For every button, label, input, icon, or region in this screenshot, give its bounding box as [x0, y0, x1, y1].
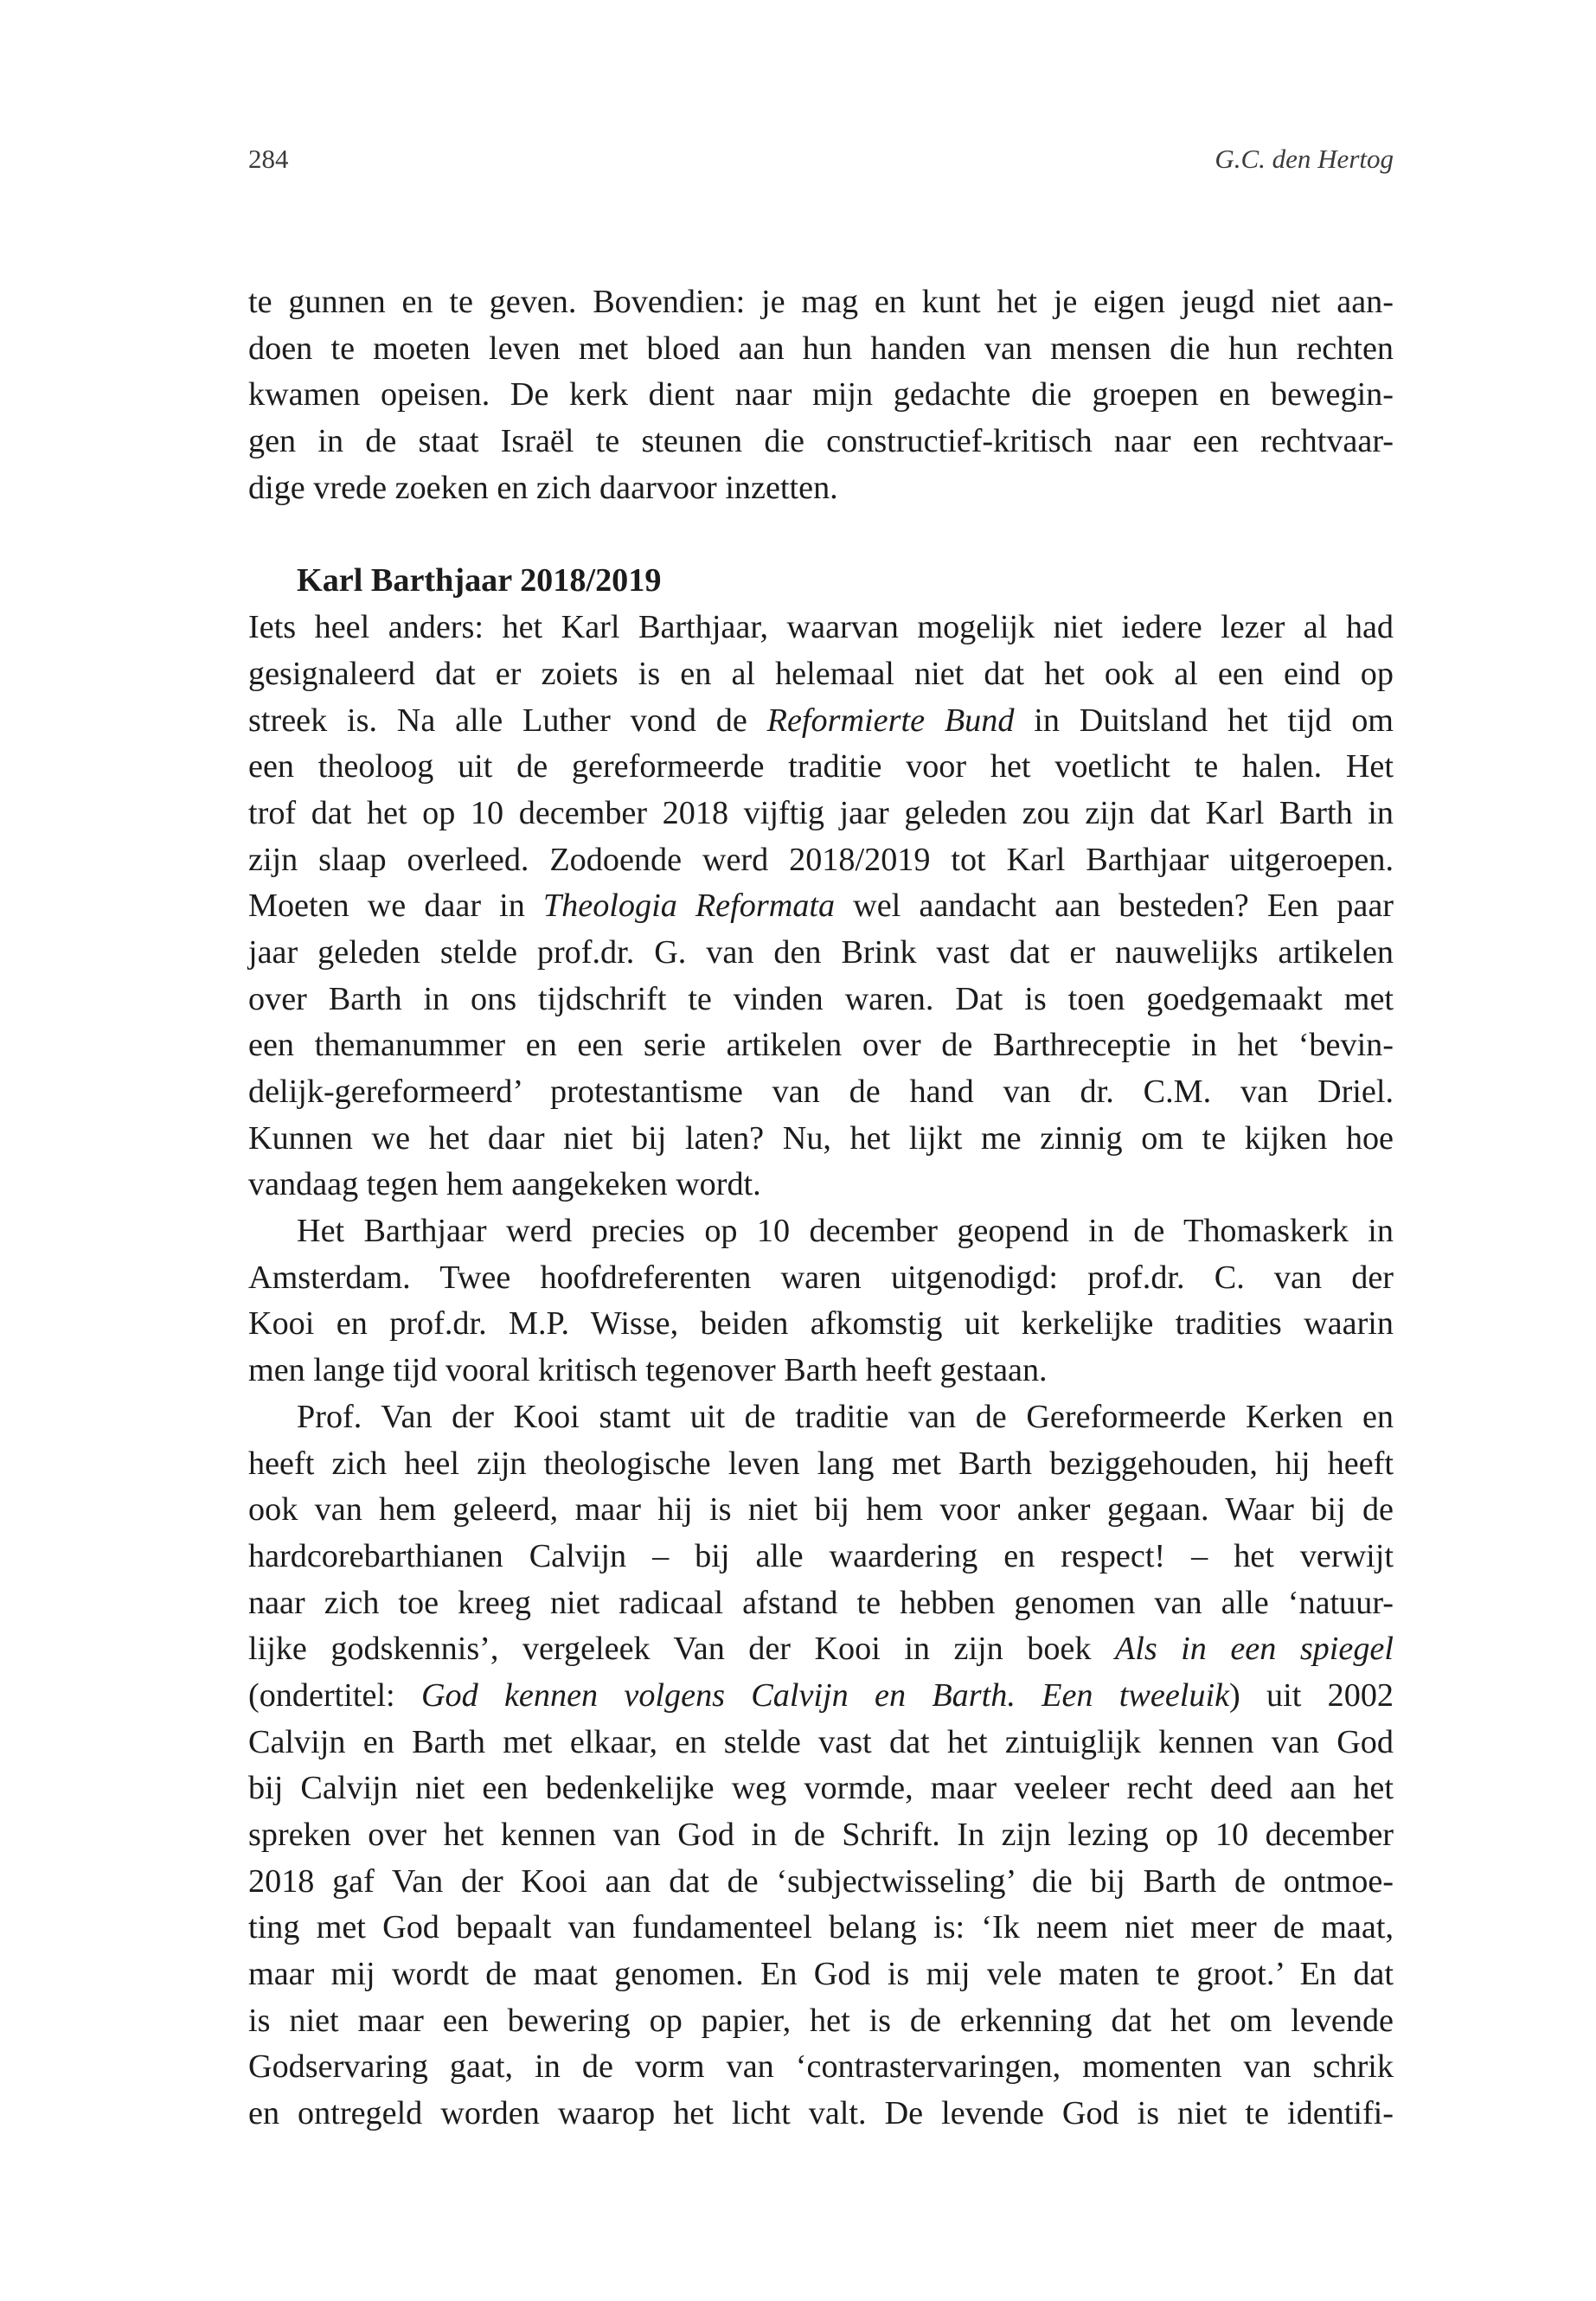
text-run: ) uit 2002 — [1229, 1676, 1394, 1714]
paragraph-4 — [248, 1394, 1394, 2138]
text-line: Het Barthjaar werd precies op 10 december geopend in de Thomaskerk in — [297, 1213, 1394, 1250]
text-line: doen te moeten leven met bloed aan hun handen van mensen die hun rechten — [248, 330, 1394, 367]
paragraph-2 — [248, 605, 1394, 1208]
text-line: kwamen opeisen. De kerk dient naar mijn gedachte die groepen en bewegin- — [248, 376, 1394, 413]
text-line: zijn slaap overleed. Zodoende werd 2018/2019 tot Karl Barthjaar uitgeroepen. — [248, 841, 1394, 878]
text-line: te gunnen en te geven. Bovendien: je mag en kunt het je eigen jeugd niet aan- — [248, 284, 1394, 320]
text-line: maar mij wordt de maat genomen. En God is mij vele maten te groot.’ En dat — [248, 1956, 1394, 1993]
running-head-author: G.C. den Hertog — [1215, 144, 1394, 174]
text-line: bij Calvijn niet een bedenkelijke weg vormde, maar veeleer recht deed aan het — [248, 1770, 1394, 1807]
text-line: Iets heel anders: het Karl Barthjaar, waarvan mogelijk niet iedere lezer al had — [248, 609, 1394, 646]
text-line: is niet maar een bewering op papier, het is de erkenning dat het om levende — [248, 2002, 1394, 2039]
text-line: een theoloog uit de gereformeerde traditie voor het voetlicht te halen. Het — [248, 748, 1394, 785]
italic-subtitle: God kennen volgens Calvijn en Barth. Een tweeluik — [420, 1676, 1230, 1714]
text-line: gesignaleerd dat er zoiets is en al helemaal niet dat het ook al een eind op — [248, 655, 1394, 692]
text-line: Kooi en prof.dr. M.P. Wisse, beiden afkomstig uit kerkelijke tradities waarin — [248, 1305, 1394, 1343]
text-run: wel aandacht aan besteden? Een paar — [835, 888, 1394, 925]
text-line: Kunnen we het daar niet bij laten? Nu, het lijkt me zinnig om te kijken hoe — [248, 1119, 1394, 1157]
text-line: men lange tijd vooral kritisch tegenover Barth heeft gestaan. — [248, 1352, 1048, 1389]
text-line: over Barth in ons tijdschrift te vinden waren. Dat is toen goedgemaakt met — [248, 980, 1394, 1017]
text-run: lijke godskennis’, vergeleek Van der Kooi in zijn boek — [248, 1631, 1115, 1668]
paragraph-1 — [248, 279, 1394, 511]
running-head — [248, 140, 1394, 178]
text-line: naar zich toe kreeg niet radicaal afstand te hebben genomen van alle ‘natuur- — [248, 1584, 1394, 1621]
text-run: streek is. Na alle Luther vond de — [248, 702, 767, 739]
text-line — [248, 698, 1394, 745]
text-line: ook van hem geleerd, maar hij is niet bij hem voor anker gegaan. Waar bij de — [248, 1491, 1394, 1529]
text-run: (ondertitel: — [248, 1676, 421, 1714]
article-body — [248, 279, 1394, 2138]
text-line: gen in de staat Israël te steunen die constructief-kritisch naar een rechtvaar- — [248, 423, 1394, 460]
text-line: Calvijn en Barth met elkaar, en stelde vast dat het zintuiglijk kennen van God — [248, 1723, 1394, 1760]
text-line: jaar geleden stelde prof.dr. G. van den Brink vast dat er nauwelijks artikelen — [248, 933, 1394, 971]
section-spacer — [248, 511, 1394, 558]
italic-book-title: Als in een spiegel — [1114, 1631, 1394, 1668]
paragraph-3 — [248, 1208, 1394, 1394]
text-line: Prof. Van der Kooi stamt uit de traditie van de Gereformeerde Kerken en — [297, 1398, 1394, 1435]
text-line: een themanummer en een serie artikelen over de Barthreceptie in het ‘bevin- — [248, 1027, 1394, 1064]
text-line: spreken over het kennen van God in de Schrift. In zijn lezing op 10 december — [248, 1817, 1394, 1853]
text-line: 2018 gaf Van der Kooi aan dat de ‘subjectwisseling’ die bij Barth de ontmoe- — [248, 1862, 1394, 1900]
text-line — [248, 883, 1394, 930]
text-line: Amsterdam. Twee hoofdreferenten waren uitgenodigd: prof.dr. C. van der — [248, 1259, 1394, 1296]
text-line: trof dat het op 10 december 2018 vijftig jaar geleden zou zijn dat Karl Barth in — [248, 794, 1394, 831]
italic-journal-title: Theologia Reformata — [542, 888, 836, 925]
text-line: vandaag tegen hem aangekeken wordt. — [248, 1166, 761, 1203]
text-line: en ontregeld worden waarop het licht valt. De levende God is niet te identifi- — [248, 2095, 1394, 2132]
text-run: in Duitsland het tijd om — [1014, 702, 1394, 739]
page-number: 284 — [248, 144, 289, 174]
text-run: Moeten we daar in — [248, 888, 543, 925]
italic-title: Reformierte Bund — [766, 702, 1015, 739]
text-line: heeft zich heel zijn theologische leven lang met Barth beziggehouden, hij heeft — [248, 1445, 1394, 1482]
text-line: hardcorebarthianen Calvijn – bij alle waardering en respect! – het verwijt — [248, 1537, 1394, 1574]
section-heading: Karl Barthjaar 2018/2019 — [297, 562, 662, 599]
text-line: delijk-gereformeerd’ protestantisme van de hand van dr. C.M. van Driel. — [248, 1074, 1394, 1110]
text-line: dige vrede zoeken en zich daarvoor inzetten. — [248, 469, 838, 506]
text-line: Godservaring gaat, in de vorm van ‘contrastervaringen, momenten van schrik — [248, 2048, 1394, 2086]
text-line — [248, 1626, 1394, 1673]
text-line — [248, 1673, 1394, 1720]
text-line: ting met God bepaalt van fundamenteel belang is: ‘Ik neem niet meer de maat, — [248, 1909, 1394, 1946]
